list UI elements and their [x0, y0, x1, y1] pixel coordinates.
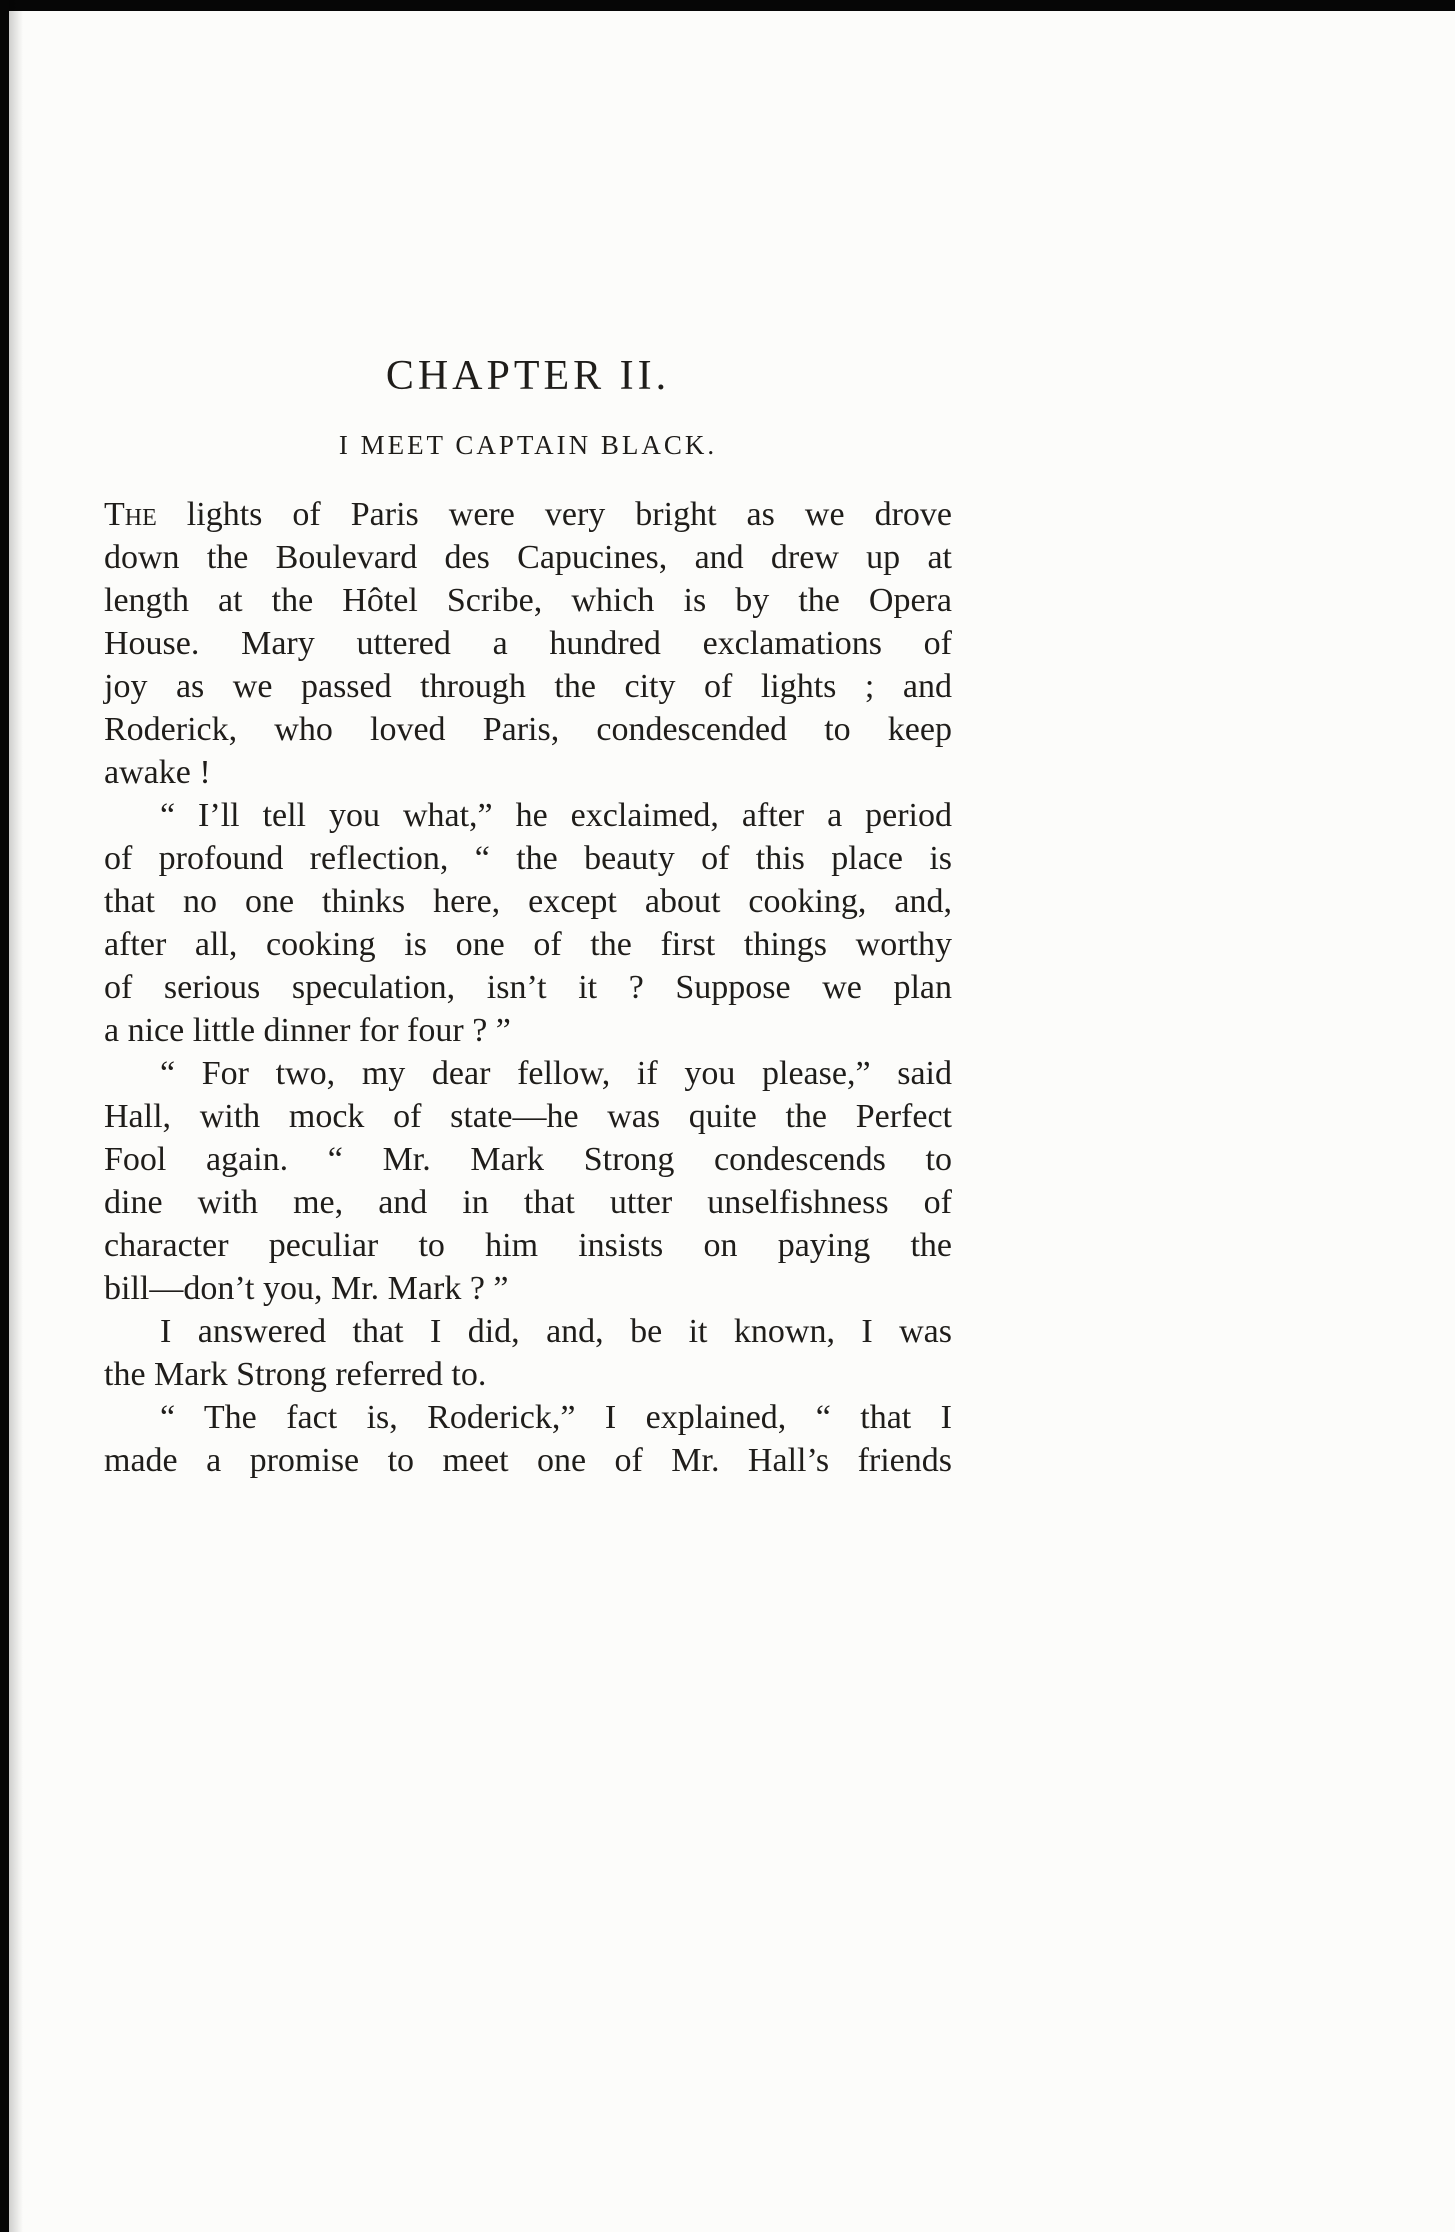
text-line: after all, cooking is one of the first things worthy: [104, 926, 952, 963]
text-line: down the Boulevard des Capucines, and drew up at: [104, 539, 952, 576]
paragraph: [104, 1396, 952, 1482]
paragraph: [104, 1052, 952, 1310]
text-line: of serious speculation, isn’t it ? Suppose we plan: [104, 969, 952, 1006]
text-line: “ The fact is, Roderick,” I explained, “ that I: [160, 1399, 952, 1436]
lead-word: The: [104, 496, 157, 533]
scan-edge-shadow: [9, 0, 23, 2232]
text-line: length at the Hôtel Scribe, which is by the Opera: [104, 582, 952, 619]
text-line: character peculiar to him insists on paying the: [104, 1227, 952, 1264]
body-paragraphs: [104, 493, 952, 1482]
page-content: [104, 352, 952, 1482]
text-line: made a promise to meet one of Mr. Hall’s friends: [104, 1442, 952, 1479]
text-line: Hall, with mock of state—he was quite the Perfect: [104, 1098, 952, 1135]
text-line: Roderick, who loved Paris, condescended to keep: [104, 711, 952, 748]
section-heading: I MEET CAPTAIN BLACK.: [338, 430, 718, 460]
paragraph: [104, 1310, 952, 1396]
scan-edge-top: [0, 0, 1455, 11]
scan-edge-left: [0, 0, 9, 2232]
text-line: I answered that I did, and, be it known, I was: [160, 1313, 952, 1350]
text-line: “ I’ll tell you what,” he exclaimed, after a period: [160, 797, 952, 834]
text-line: joy as we passed through the city of lights ; and: [104, 668, 952, 705]
chapter-heading: CHAPTER II.: [385, 353, 671, 399]
text-line: the Mark Strong referred to.: [104, 1356, 487, 1393]
text-line: House. Mary uttered a hundred exclamations of: [104, 625, 952, 662]
paragraph: [104, 794, 952, 1052]
text-line: dine with me, and in that utter unselfishness of: [104, 1184, 952, 1221]
text-line: bill—don’t you, Mr. Mark ? ”: [104, 1270, 509, 1307]
text-line: a nice little dinner for four ? ”: [104, 1012, 511, 1049]
text-line: awake !: [104, 754, 211, 791]
text-line: Fool again. “ Mr. Mark Strong condescends to: [104, 1141, 952, 1178]
paragraph: [104, 493, 952, 794]
text-line: The lights of Paris were very bright as we drove: [104, 496, 952, 533]
text-line: of profound reflection, “ the beauty of this place is: [104, 840, 952, 877]
text-line: that no one thinks here, except about cooking, and,: [104, 883, 952, 920]
text-line: “ For two, my dear fellow, if you please,” said: [160, 1055, 952, 1092]
